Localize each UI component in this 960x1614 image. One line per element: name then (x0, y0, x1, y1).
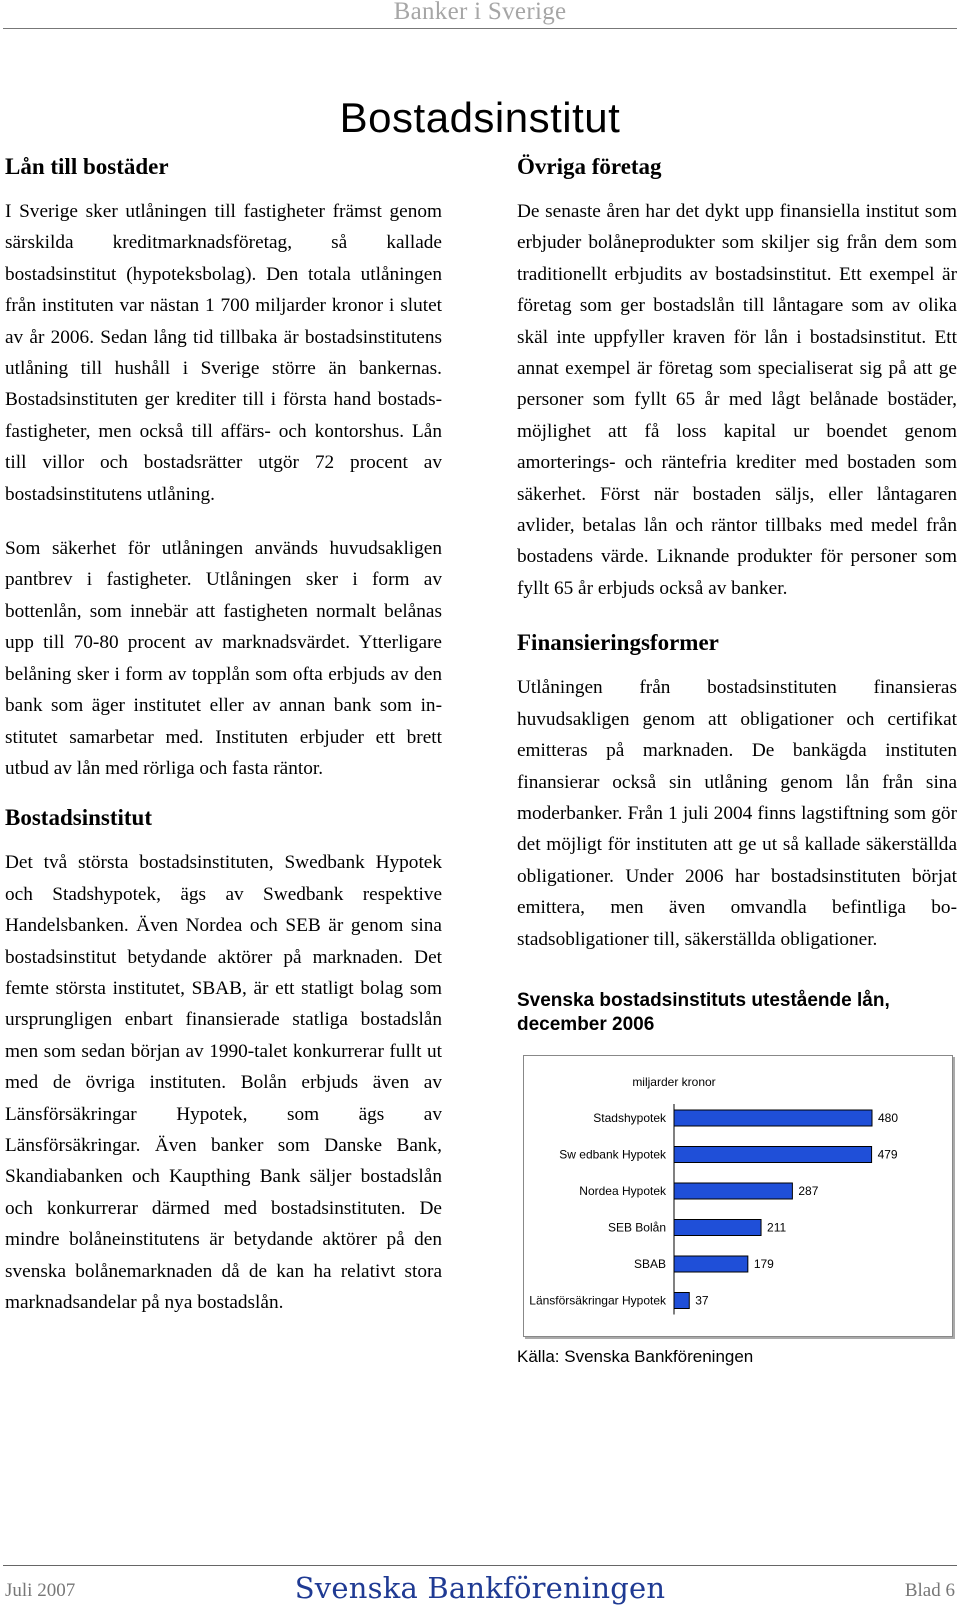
header-divider (3, 28, 957, 29)
value-label: 479 (877, 1147, 898, 1162)
section-heading-bostadsinstitut: Bostadsinstitut (5, 805, 152, 831)
bar-sbab (674, 1256, 748, 1272)
unit-label: miljarder kronor (632, 1074, 716, 1089)
running-title: Banker i Sverige (393, 0, 567, 25)
value-label: 211 (767, 1220, 787, 1235)
value-label: 179 (753, 1256, 774, 1271)
body-paragraph: Utlåningen från bostadsinstituten finansieras huvudsakligen genom att obligationer och certifikat emitteras på marknaden. De bankägda instituten finansierar också sin utlåning genom lån från sina moderbanker. Från 1 juli 2004 finns lagstiftning som gör det möjligt för instituten att ge ut så kallade säkerställda obligationer. Under 2006 har bostadsinstituten börjat emittera, men även omvandla befintliga bostadsobligationer till, säkerställda obligationer. (517, 677, 957, 950)
page-footer (0, 1565, 960, 1614)
category-label: SEB Bolån (607, 1220, 666, 1235)
footer-date: Juli 2007 (5, 1580, 76, 1601)
footer-page-number: Blad 6 (904, 1580, 955, 1601)
bar-stadshypotek (674, 1110, 872, 1126)
page-header (0, 0, 960, 28)
body-paragraph: Det två största bostadsinstituten, Swedbank Hypotek och Stadshypotek, ägs av Swedbank respektive Handelsbanken. Även Nordea och SEB är genom sina bostadsinstitut betydande aktörer på marknaden. Det femte största institutet, SBAB, är ett statligt bolag som ursprungligen enbart finansierade statliga bostadslån men som sedan början av 1990-talet konkurrerar fullt ut med de övriga instituten. Bolån erbjuds även av Länsförsäkringar Hypotek, som ägs av Länsförsäkringar. Även banker som Danske Bank, Skandiabanken och Kaupthing Bank säljer bostadslån och konkurrerar därmed med bostadsinstituten. De mindre bolåneinstitutens är betydande aktörer på den svenska bolånemarknaden då de kan ha relativt stora marknadsandelar på nya bostadslån. (5, 852, 442, 1313)
value-label: 37 (695, 1293, 709, 1308)
bar-länsförsäkringar-hypotek (674, 1292, 689, 1308)
section-heading-lan-till-bostader: Lån till bostäder (5, 154, 169, 179)
bar-swedbank-hypotek (674, 1146, 872, 1162)
section-heading-ovriga-foretag: Övriga företag (517, 154, 662, 179)
right-column (517, 152, 957, 1367)
page-title: Bostadsinstitut (339, 94, 621, 142)
body-paragraph: Som säkerhet för utlåningen används huvudsakligen pantbrev i fastigheter. Utlåningen sker i form av bottenlån, som innebär att fastigheten normalt belånas upp till 70-80 procent av marknadsvärdet. Ytterligare belåning sker i form av topplån som ofta erbjuds av den bank som äger institutet eller av annan bank som institutet samarbetar med. Instituten erbjuder ett brett utbud av lån med rörliga och fasta räntor. (5, 538, 442, 779)
footer-divider (3, 1565, 957, 1566)
bar-seb-bolån (674, 1219, 761, 1235)
body-paragraph: De senaste åren har det dykt upp finansiella institut som erbjuder bolåneprodukter som skiljer sig från dem som traditionellt erbjudits av bostadsinstitut. Ett exempel är företag som ger bostadslån till låntagare som av olika skäl inte uppfyller kraven för lån i bostadsinstitut. Ett annat exempel är företag som specialiserat sig på att ge personer som fyllt 65 år med lågt belånade bostäder, möjlighet att få loss kapital ur boendet genom amorterings- och räntefria krediter med bostaden som säkerhet. Först när bostaden säljs, eller låntagaren avlider, betalas lån och räntor tillbaks med medel från bostadens värde. Liknande produkter för personer som fyllt 65 år erbjuds också av banker. (517, 201, 957, 599)
bar-chart-svg (524, 1056, 954, 1338)
section-heading-finansieringsformer: Finansieringsformer (517, 630, 719, 656)
chart-source: Källa: Svenska Bankföreningen (517, 1346, 754, 1366)
body-paragraph: I Sverige sker utlåningen till fastigheter främst genom särskilda kreditmarknadsföretag, så kallade bostadsinstitut (hypoteksbolag). Den totala utlåningen från instituten var nästan 1 700 miljarder kronor i slutet av år 2006. Sedan lång tid tillbaka är bostadsinstitutens utlåning till hushåll i Sverige större än bankernas. Bostadsinstituten ger krediter till i första hand bostadsfastigheter, men också till affärs- och kontorshus. Lån till villor och bostadsrätter utgör 72 procent av bostadsinstitutens utlåning. (5, 201, 442, 505)
footer-brand-logo: Svenska Bankföreningen (294, 1571, 666, 1605)
value-label: 287 (798, 1183, 819, 1198)
category-label: Stadshypotek (593, 1110, 666, 1125)
chart-heading: Svenska bostadsinstituts utestående lån, december 2006 (517, 989, 890, 1035)
bars-group (529, 1104, 898, 1315)
bar-chart (523, 1055, 953, 1337)
value-label: 480 (878, 1110, 899, 1125)
category-label: Länsförsäkringar Hypotek (529, 1293, 666, 1308)
bar-nordea-hypotek (674, 1183, 792, 1199)
category-label: SBAB (633, 1256, 666, 1271)
category-label: Sw edbank Hypotek (559, 1147, 666, 1162)
left-column (5, 152, 442, 1318)
category-label: Nordea Hypotek (579, 1183, 666, 1198)
